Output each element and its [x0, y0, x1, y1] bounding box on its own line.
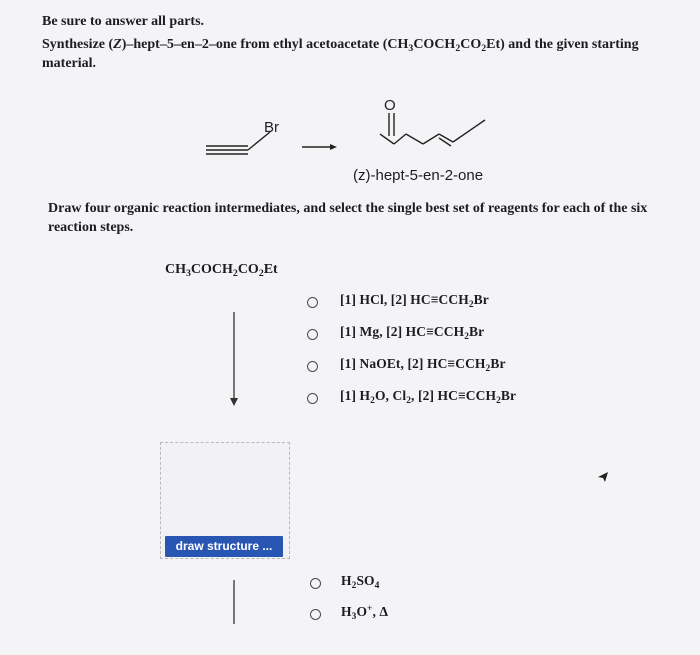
- step2-option-sulfuric-acid-radio[interactable]: [310, 578, 321, 589]
- step2-option-hydronium-heat-label[interactable]: $H_3O^+$, Δ: [341, 603, 389, 622]
- step1-option-hcl-radio[interactable]: [307, 297, 318, 308]
- draw-structure-button[interactable]: draw structure ...: [165, 536, 283, 557]
- task-description: Synthesize (Z)–hept–5–en–2–one from ethyl acetoacetate $(CH_3COCH_2CO_2Et)$ and the given starting material.: [42, 37, 639, 71]
- reaction-arrow: [302, 144, 337, 150]
- step1-arrow: [224, 312, 244, 408]
- starting-material-structure: [206, 132, 270, 154]
- step1-option-water-chlorine-label[interactable]: [1] $H_2O$, $Cl_2$, [2] $HC\equiv CCH_2Br$: [340, 388, 517, 406]
- step1-option-mg-label[interactable]: [1] Mg, [2] $HC\equiv CCH_2Br$: [340, 324, 485, 342]
- draw-instruction: Draw four organic reaction intermediates, and select the single best set of reagents for each of the six reaction steps.: [48, 201, 648, 235]
- step1-option-mg-radio[interactable]: [307, 329, 318, 340]
- starting-material-formula: $CH_3COCH_2CO_2Et$: [165, 262, 278, 279]
- mouse-cursor-icon: [597, 471, 609, 483]
- step1-option-naoet-label[interactable]: [1] NaOEt, [2] $HC\equiv CCH_2Br$: [340, 356, 506, 374]
- bromine-label: Br: [264, 119, 279, 136]
- carbonyl-oxygen-label: O: [384, 97, 396, 114]
- step2-arrow: [224, 580, 244, 625]
- product-structure: [380, 113, 485, 146]
- step1-option-hcl-label[interactable]: [1] HCl, [2] $HC\equiv CCH_2Br$: [340, 292, 489, 310]
- product-name: (z)-hept-5-en-2-one: [353, 167, 484, 184]
- answer-all-instruction: Be sure to answer all parts.: [42, 14, 205, 29]
- step2-option-sulfuric-acid-label[interactable]: $H_2SO_4$: [341, 573, 380, 591]
- step1-option-naoet-radio[interactable]: [307, 361, 318, 372]
- reaction-scheme: [190, 90, 520, 170]
- step2-option-hydronium-heat-radio[interactable]: [310, 609, 321, 620]
- step1-option-water-chlorine-radio[interactable]: [307, 393, 318, 404]
